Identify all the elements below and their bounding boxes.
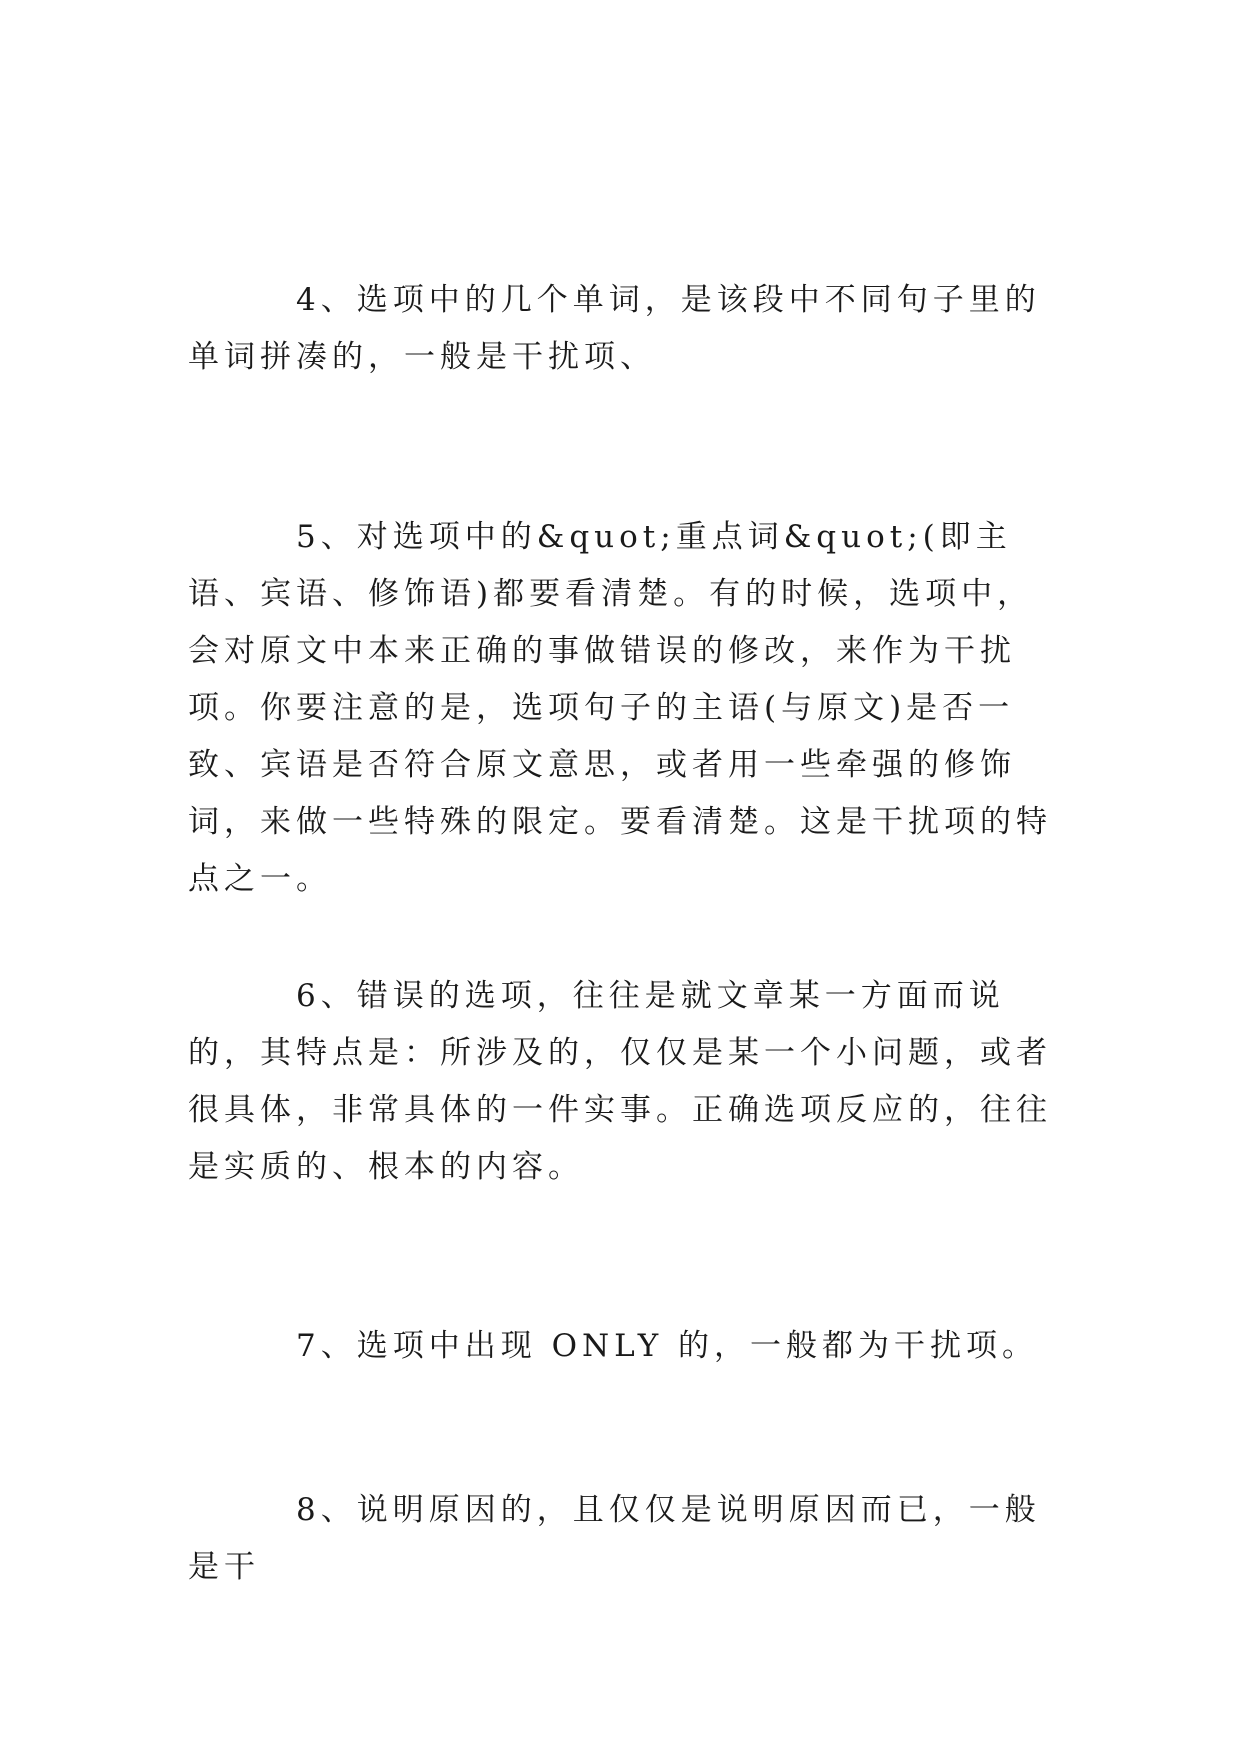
paragraph-item-5: 5、对选项中的&quot;重点词&quot;(即主语、宾语、修饰语)都要看清楚。有的时候，选项中，会对原文中本来正确的事做错误的修改，来作为干扰项。你要注意的是，选项句子的主语(与原文)是否一致、宾语是否符合原文意思，或者用一些牵强的修饰词，来做一些特殊的限定。要看清楚。这是干扰项的特点之一。 [188, 519, 1052, 897]
paragraph-item-6: 6、错误的选项，往往是就文章某一方面而说的，其特点是：所涉及的，仅仅是某一个小问题，或者很具体，非常具体的一件实事。正确选项反应的，往往是实质的、根本的内容。 [188, 978, 1052, 1185]
paragraph-item-4: 4、选项中的几个单词，是该段中不同句子里的单词拼凑的，一般是干扰项、 [188, 282, 1041, 375]
paragraph-item-8: 8、说明原因的，且仅仅是说明原因而已，一般是干 [188, 1492, 1041, 1585]
paragraph-item-7: 7、选项中出现 ONLY 的，一般都为干扰项。 [296, 1328, 1039, 1364]
